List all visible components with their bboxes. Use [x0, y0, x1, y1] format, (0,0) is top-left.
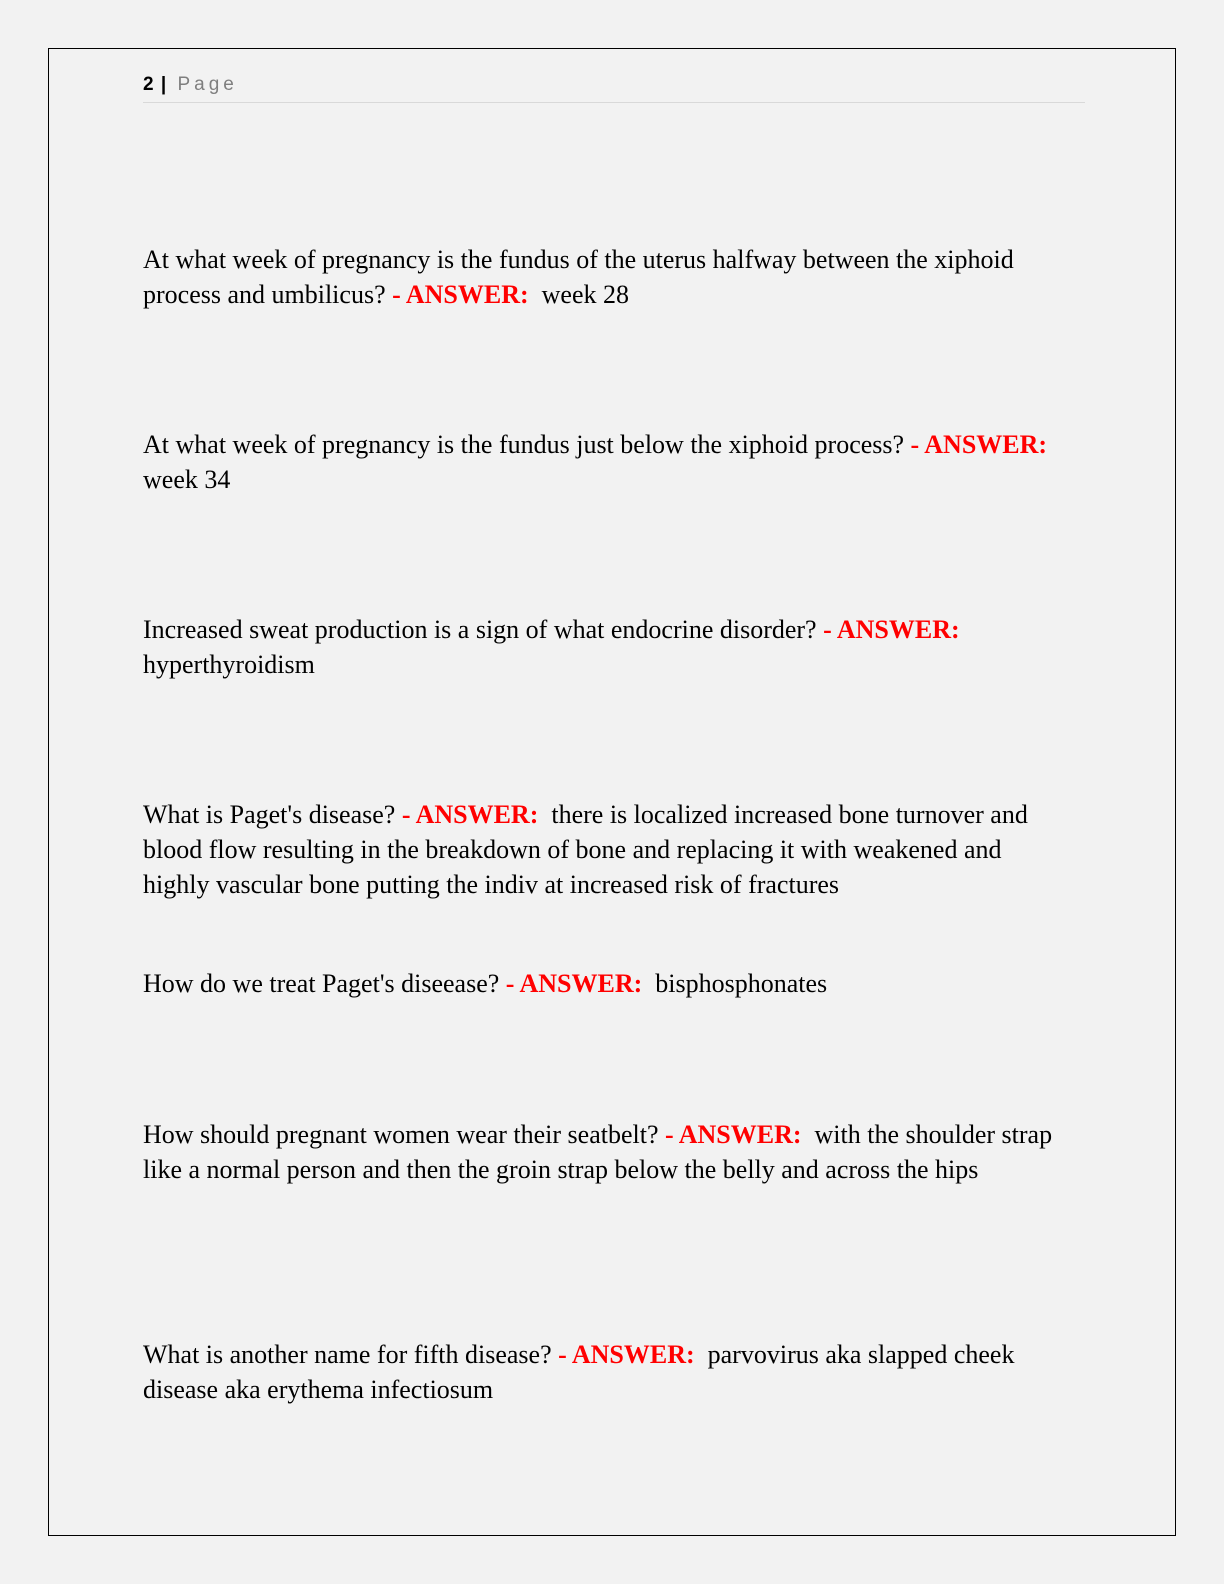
answer-text: there is localized increased bone turnover and blood flow resulting in the breakdown of bone and replacing it with weakened and highly vascular bone putting the indiv at increased risk of fractures: [143, 800, 1028, 899]
answer-text: with the shoulder strap like a normal person and then the groin strap below the belly and across the hips: [143, 1120, 1053, 1184]
answer-text: week 34: [143, 465, 231, 494]
qa-item-3: [143, 612, 1073, 682]
answer-marker: - ANSWER:: [392, 280, 529, 309]
answer-marker: - ANSWER:: [401, 800, 539, 829]
question-text: What is another name for fifth disease?: [143, 1340, 552, 1369]
answer-text: week 28: [541, 280, 629, 309]
question-text: How should pregnant women wear their seatbelt?: [143, 1120, 659, 1149]
question-text: How do we treat Paget's diseease?: [143, 969, 500, 998]
answer-marker: - ANSWER:: [823, 615, 960, 644]
page-number: 2: [143, 74, 154, 95]
qa-item-7: [143, 1337, 1073, 1407]
answer-marker: - ANSWER:: [665, 1120, 802, 1149]
header-separator: |: [160, 74, 167, 95]
answer-marker: - ANSWER:: [558, 1340, 695, 1369]
question-text: At what week of pregnancy is the fundus just below the xiphoid process?: [143, 430, 905, 459]
qa-item-1: [143, 242, 1073, 312]
qa-item-6: [143, 1117, 1073, 1187]
question-text: What is Paget's disease?: [143, 800, 396, 829]
answer-marker: - ANSWER:: [505, 969, 643, 998]
question-text: At what week of pregnancy is the fundus of the uterus halfway between the xiphoid process and umbilicus?: [143, 245, 1014, 309]
qa-item-2: [143, 427, 1073, 497]
answer-marker: - ANSWER:: [910, 430, 1048, 459]
page-header: [143, 74, 1085, 103]
qa-item-4: [143, 797, 1073, 902]
question-text: Increased sweat production is a sign of what endocrine disorder?: [143, 615, 817, 644]
page-label: Page: [177, 74, 238, 95]
qa-item-5: [143, 966, 1073, 1001]
answer-text: hyperthyroidism: [143, 650, 315, 679]
answer-text: parvovirus aka slapped cheek disease aka erythema infectiosum: [143, 1340, 1015, 1404]
answer-text: bisphosphonates: [655, 969, 828, 998]
